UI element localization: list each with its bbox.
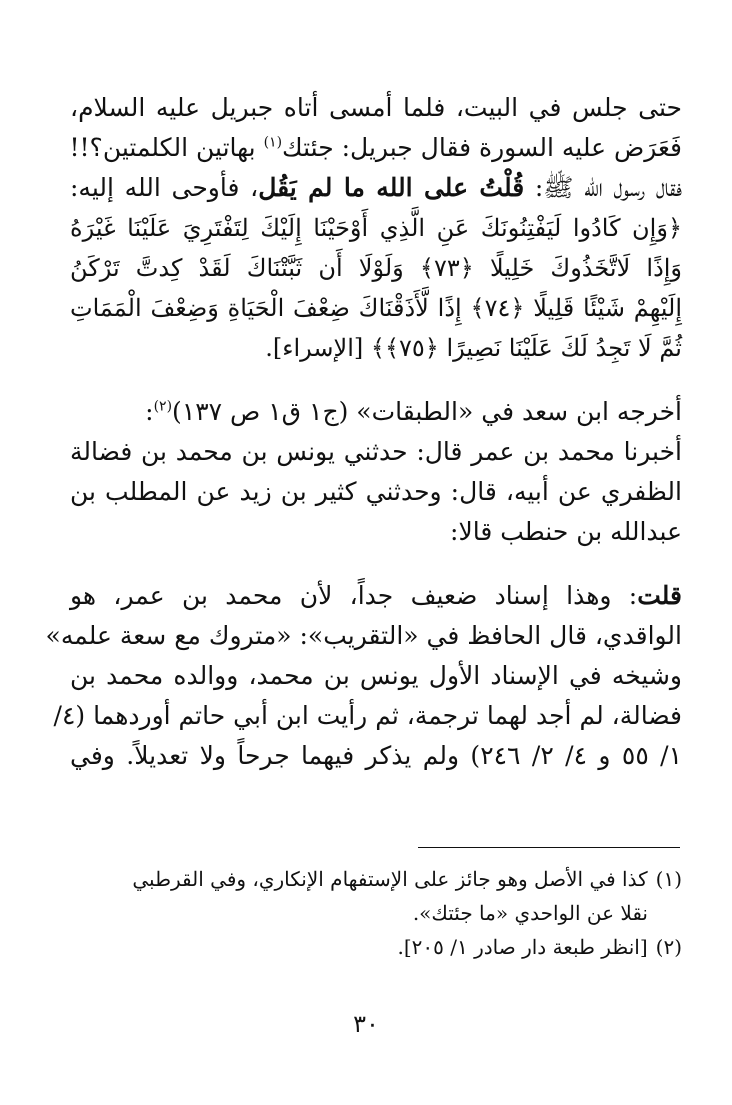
paragraph-2-line-4: عبدالله بن حنطب قالا: bbox=[450, 517, 682, 546]
citation-colon: : bbox=[145, 397, 154, 426]
quran-verse-line-4: ثُمَّ لَا تَجِدُ لَكَ عَلَيْنَا نَصِيرًا ﴿٧٥﴾﴾ [الإسراء]. bbox=[265, 334, 682, 362]
comment-text: : وهذا إسناد ضعيف جداً، لأن محمد بن عمر، هو bbox=[70, 581, 638, 610]
paragraph-2 bbox=[70, 392, 682, 552]
comment-label: قلت bbox=[637, 581, 682, 610]
footnote-separator bbox=[418, 847, 680, 848]
paragraph-1-line-3 bbox=[70, 168, 682, 208]
footnote-1-line-1 bbox=[70, 862, 682, 896]
quran-verse-line-2: وَإِذًا لَاتَّخَذُوكَ خَلِيلًا ﴿٧٣﴾ وَلَوْلَا أَن ثَبَّتْنَاكَ لَقَدْ كِدتَّ تَرْكَنُ bbox=[70, 254, 683, 282]
quran-verse-line-3: إِلَيْهِمْ شَيْئًا قَلِيلًا ﴿٧٤﴾ إِذًا لَّأَذَقْنَاكَ ضِعْفَ الْحَيَاةِ وَضِعْفَ الْمَمَاتِ bbox=[70, 294, 682, 322]
paragraph-1-line-1: حتى جلس في البيت، فلما أمسى أتاه جبريل عليه السلام، bbox=[70, 93, 682, 122]
paragraph-2-line-3: الظفري عن أبيه، قال: وحدثني كثير بن زيد عن المطلب بن bbox=[70, 477, 682, 506]
footnote-ref-2[interactable]: (٢) bbox=[153, 398, 173, 415]
footnote-ref-1[interactable]: (١) bbox=[263, 134, 283, 151]
citation-text: أخرجه ابن سعد في «الطبقات» (ج١ ق١ ص ١٣٧) bbox=[172, 397, 682, 426]
footnotes bbox=[70, 862, 682, 964]
footnote-1-line-2: نقلا عن الواحدي «ما جئتك». bbox=[412, 901, 648, 925]
paragraph-2-line-2: أخبرنا محمد بن عمر قال: حدثني يونس بن محمد بن فضالة bbox=[70, 437, 682, 466]
line-2-text-pre: فَعَرَض عليه السورة فقال جبريل: جئتك bbox=[282, 133, 682, 162]
footnote-2-number: (٢) bbox=[655, 935, 682, 959]
paragraph-spacer bbox=[70, 552, 682, 576]
paragraph-3-line-3: وشيخه في الإسناد الأول يونس بن محمد، ووالده محمد بن bbox=[70, 661, 682, 690]
footnote-1-number: (١) bbox=[655, 867, 682, 891]
line-3-text-post: ، فأوحى الله إليه: bbox=[70, 173, 259, 202]
footnote-2-text: [انظر طبعة دار صادر ١/ ٢٠٥]. bbox=[397, 935, 648, 959]
paragraph-3-line-2: الواقدي، قال الحافظ في «التقريب»: «متروك مع سعة علمه» bbox=[45, 621, 682, 650]
emphasized-quote: قُلْتُ على الله ما لم يَقُل bbox=[258, 173, 525, 202]
line-2-text-post: بهاتين الكلمتين؟!! bbox=[69, 133, 264, 162]
paragraph-1-line-2 bbox=[70, 128, 682, 168]
paragraph-3-line-5: ١/ ٥٥ و ٤/ ٢/ ٢٤٦) ولم يذكر فيهما جرحاً ولا تعديلاً. وفي bbox=[70, 741, 683, 770]
paragraph-3-line-4: فضالة، لم أجد لهما ترجمة، ثم رأيت ابن أبي حاتم أوردهما (٤/ bbox=[53, 701, 682, 730]
footnote-2-line-1 bbox=[70, 930, 682, 964]
paragraph-1 bbox=[70, 88, 682, 368]
footnote-1-text: كذا في الأصل وهو جائز على الإستفهام الإنكاري، وفي القرطبي bbox=[132, 867, 648, 891]
paragraph-spacer bbox=[70, 368, 682, 392]
paragraph-3 bbox=[45, 576, 683, 776]
paragraph-2-line-1 bbox=[70, 392, 682, 432]
page-number: ٣٠ bbox=[353, 1010, 379, 1038]
paragraph-3-line-1 bbox=[70, 576, 682, 616]
quran-verse-line-1: ﴿وَإِن كَادُوا لَيَفْتِنُونَكَ عَنِ الَّذِي أَوْحَيْنَا إِلَيْكَ لِتَفْتَرِيَ عَلَيْنَا غَيْرَهُ bbox=[70, 214, 682, 242]
line-3-text-pre: فقال رسول الله ﷺ: bbox=[524, 173, 682, 202]
page-body bbox=[45, 88, 683, 776]
